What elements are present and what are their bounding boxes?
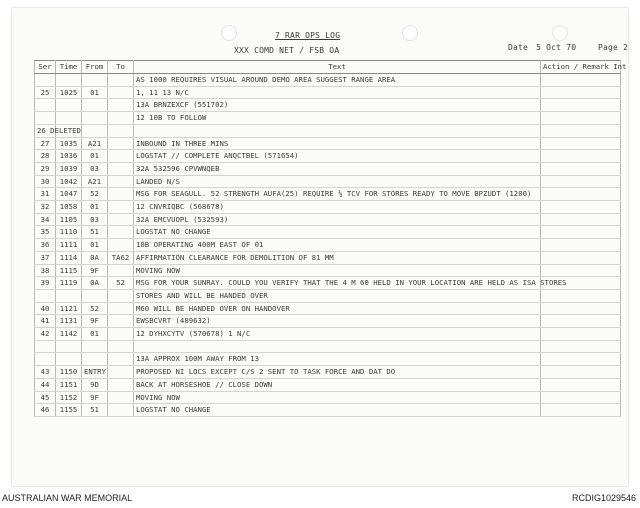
cell-text: 10B OPERATING 400M EAST OF 01: [134, 239, 541, 252]
page-field: [598, 43, 628, 52]
cell-text: MOVING NOW: [134, 264, 541, 277]
column-header-ser: Ser: [35, 61, 56, 74]
cell-to: [108, 86, 134, 99]
cell-action: [541, 226, 621, 239]
cell-action: [541, 137, 621, 150]
table-row: [35, 302, 621, 315]
cell-ser: [35, 112, 56, 125]
page-value: 2: [623, 43, 629, 52]
cell-to: [108, 175, 134, 188]
cell-to: [108, 404, 134, 417]
table-row: [35, 213, 621, 226]
cell-ser: 27: [35, 137, 56, 150]
cell-from: 01: [82, 150, 108, 163]
cell-time: 1111: [56, 239, 82, 252]
cell-to: [108, 264, 134, 277]
cell-ser: [35, 353, 56, 366]
cell-from: 52: [82, 302, 108, 315]
cell-text: EWSBCVRT (489632): [134, 315, 541, 328]
table-row: [35, 112, 621, 125]
cell-text: [134, 124, 541, 137]
cell-ser: 34: [35, 213, 56, 226]
cell-time: 1151: [56, 378, 82, 391]
table-row: [35, 391, 621, 404]
cell-text: LOGSTAT NO CHANGE: [134, 404, 541, 417]
cell-action: [541, 112, 621, 125]
cell-to: [108, 366, 134, 379]
table-row: [35, 201, 621, 214]
cell-time: [56, 112, 82, 125]
cell-text: INBOUND IN THREE MINS: [134, 137, 541, 150]
cell-ser: 37: [35, 251, 56, 264]
table-row: [35, 366, 621, 379]
cell-action: [541, 353, 621, 366]
cell-from: 51: [82, 404, 108, 417]
cell-from: [82, 99, 108, 112]
cell-time: [56, 289, 82, 302]
cell-action: [541, 99, 621, 112]
footer-source: AUSTRALIAN WAR MEMORIAL: [2, 493, 133, 503]
cell-text: LANDED N/S: [134, 175, 541, 188]
cell-ser: [35, 99, 56, 112]
cell-ser: [35, 340, 56, 353]
cell-action: [541, 188, 621, 201]
cell-to: TA62: [108, 251, 134, 264]
cell-time: 1039: [56, 162, 82, 175]
cell-text: 32A 532596 CPVWNQEB: [134, 162, 541, 175]
cell-ser: 26 DELETED: [35, 124, 56, 137]
cell-from: [82, 289, 108, 302]
table-row: [35, 251, 621, 264]
footer-record-id: RCDIG1029546: [571, 493, 636, 503]
cell-to: [108, 302, 134, 315]
cell-from: 03: [82, 162, 108, 175]
cell-text: 13A BRNZEXCF (551702): [134, 99, 541, 112]
cell-ser: 38: [35, 264, 56, 277]
cell-ser: 45: [35, 391, 56, 404]
cell-time: 1042: [56, 175, 82, 188]
cell-from: 0A: [82, 251, 108, 264]
cell-from: 52: [82, 188, 108, 201]
cell-from: ENTRY: [82, 366, 108, 379]
cell-ser: 28: [35, 150, 56, 163]
cell-action: [541, 124, 621, 137]
cell-time: 1058: [56, 201, 82, 214]
cell-action: [541, 340, 621, 353]
cell-ser: 29: [35, 162, 56, 175]
cell-from: 0A: [82, 277, 108, 290]
date-field: [508, 43, 576, 52]
column-header-action: Action / Remark Int: [541, 61, 621, 74]
table-row: [35, 137, 621, 150]
column-header-text: Text: [134, 61, 541, 74]
cell-ser: 44: [35, 378, 56, 391]
cell-to: [108, 99, 134, 112]
cell-to: [108, 239, 134, 252]
cell-time: 1121: [56, 302, 82, 315]
cell-action: [541, 264, 621, 277]
cell-to: [108, 378, 134, 391]
cell-action: [541, 391, 621, 404]
table-row: [35, 277, 621, 290]
cell-from: 01: [82, 328, 108, 341]
cell-time: 1152: [56, 391, 82, 404]
cell-time: 1114: [56, 251, 82, 264]
cell-from: 03: [82, 213, 108, 226]
cell-from: 9D: [82, 378, 108, 391]
table-row: [35, 353, 621, 366]
cell-to: [108, 201, 134, 214]
cell-ser: 25: [35, 86, 56, 99]
cell-text: AS 1000 REQUIRES VISUAL AROUND DEMO AREA SUGGEST RANGE AREA: [134, 74, 541, 87]
cell-ser: 35: [35, 226, 56, 239]
cell-to: [108, 226, 134, 239]
cell-from: [82, 124, 108, 137]
column-header-to: To: [108, 61, 134, 74]
cell-time: 1025: [56, 86, 82, 99]
cell-time: 1110: [56, 226, 82, 239]
cell-to: [108, 328, 134, 341]
cell-text: M60 WILL BE HANDED OVER ON HANDOVER: [134, 302, 541, 315]
cell-time: 1155: [56, 404, 82, 417]
cell-action: [541, 162, 621, 175]
cell-text: 12 CNVRIQBC (568678): [134, 201, 541, 214]
cell-text: MOVING NOW: [134, 391, 541, 404]
cell-ser: [35, 289, 56, 302]
column-header-from: From: [82, 61, 108, 74]
cell-action: [541, 239, 621, 252]
column-header-time: Time: [56, 61, 82, 74]
cell-action: [541, 251, 621, 264]
cell-from: 01: [82, 201, 108, 214]
cell-text: [134, 340, 541, 353]
cell-from: 9F: [82, 264, 108, 277]
table-row: [35, 340, 621, 353]
cell-time: [56, 353, 82, 366]
cell-action: [541, 201, 621, 214]
cell-time: 1142: [56, 328, 82, 341]
cell-from: 9F: [82, 315, 108, 328]
cell-action: [541, 302, 621, 315]
cell-text: BACK AT HORSESHOE // CLOSE DOWN: [134, 378, 541, 391]
cell-text: 1, 11 13 N/C: [134, 86, 541, 99]
cell-from: A21: [82, 137, 108, 150]
cell-time: 1119: [56, 277, 82, 290]
cell-time: [56, 340, 82, 353]
cell-time: 1105: [56, 213, 82, 226]
cell-action: [541, 289, 621, 302]
cell-from: A21: [82, 175, 108, 188]
cell-to: [108, 124, 134, 137]
cell-action: [541, 74, 621, 87]
cell-time: 1150: [56, 366, 82, 379]
table-row: [35, 239, 621, 252]
table-row: [35, 264, 621, 277]
punch-hole-icon: [402, 25, 418, 41]
table-row: [35, 99, 621, 112]
cell-action: [541, 86, 621, 99]
cell-ser: 42: [35, 328, 56, 341]
cell-time: 1131: [56, 315, 82, 328]
cell-action: [541, 366, 621, 379]
cell-time: 1115: [56, 264, 82, 277]
table-row: [35, 124, 621, 137]
log-title: 7 RAR OPS LOG: [275, 31, 341, 40]
punch-hole-icon: [221, 25, 237, 41]
cell-text: 13A APPROX 100M AWAY FROM 13: [134, 353, 541, 366]
cell-ser: 43: [35, 366, 56, 379]
cell-text: 32A EMCVUOPL (532593): [134, 213, 541, 226]
log-subtitle: XXX COMD NET / FSB OA: [234, 46, 340, 55]
table-row: [35, 175, 621, 188]
cell-time: 1035: [56, 137, 82, 150]
cell-ser: 30: [35, 175, 56, 188]
cell-to: [108, 213, 134, 226]
cell-action: [541, 404, 621, 417]
table-row: [35, 328, 621, 341]
cell-text: LOGSTAT // COMPLETE ANQCTBEL (571654): [134, 150, 541, 163]
cell-to: [108, 112, 134, 125]
cell-text: STORES AND WILL BE HANDED OVER: [134, 289, 541, 302]
cell-from: 51: [82, 226, 108, 239]
ops-log-table: [34, 60, 627, 417]
log-entries: [35, 74, 621, 417]
table-header-row: [35, 61, 621, 74]
date-value: 5 Oct 70: [536, 43, 577, 52]
table-row: [35, 74, 621, 87]
table-row: [35, 289, 621, 302]
cell-action: [541, 150, 621, 163]
cell-action: [541, 378, 621, 391]
cell-ser: 36: [35, 239, 56, 252]
cell-to: [108, 137, 134, 150]
cell-text: PROPOSED NI LOCS EXCEPT C/S 2 SENT TO TASK FORCE AND DAT DO: [134, 366, 541, 379]
cell-ser: 41: [35, 315, 56, 328]
cell-text: MSG FOR SEAGULL. 52 STRENGTH AUFA(25) REQUIRE ½ TCV FOR STORES READY TO MOVE BPZUDT (1200): [134, 188, 541, 201]
table-row: [35, 378, 621, 391]
table-row: [35, 188, 621, 201]
cell-ser: [35, 74, 56, 87]
date-label: Date: [508, 43, 529, 52]
table-row: [35, 404, 621, 417]
cell-to: [108, 315, 134, 328]
cell-to: [108, 340, 134, 353]
cell-to: [108, 289, 134, 302]
cell-from: 9F: [82, 391, 108, 404]
table-row: [35, 315, 621, 328]
cell-ser: 46: [35, 404, 56, 417]
cell-from: [82, 74, 108, 87]
cell-to: [108, 188, 134, 201]
cell-time: 1036: [56, 150, 82, 163]
cell-from: [82, 340, 108, 353]
cell-to: [108, 74, 134, 87]
page-label: Page: [598, 43, 619, 52]
cell-action: [541, 175, 621, 188]
cell-to: 52: [108, 277, 134, 290]
cell-to: [108, 353, 134, 366]
table-row: [35, 150, 621, 163]
cell-text: LOGSTAT NO CHANGE: [134, 226, 541, 239]
cell-action: [541, 328, 621, 341]
cell-action: [541, 213, 621, 226]
cell-text: 12 10B TO FOLLOW: [134, 112, 541, 125]
cell-to: [108, 150, 134, 163]
cell-ser: 31: [35, 188, 56, 201]
cell-from: [82, 112, 108, 125]
cell-time: [56, 74, 82, 87]
cell-text: MSG FOR YOUR SUNRAY. COULD YOU VERIFY THAT THE 4 M 60 HELD IN YOUR LOCATION ARE HELD AS ISA STORES: [134, 277, 541, 290]
cell-from: 01: [82, 239, 108, 252]
cell-text: 12 DYHXCYTV (570678) 1 N/C: [134, 328, 541, 341]
cell-to: [108, 391, 134, 404]
cell-ser: 39: [35, 277, 56, 290]
cell-text: AFFIRMATION CLEARANCE FOR DEMOLITION OF 81 MM: [134, 251, 541, 264]
table-row: [35, 226, 621, 239]
cell-time: [56, 99, 82, 112]
cell-from: [82, 353, 108, 366]
cell-from: 01: [82, 86, 108, 99]
cell-to: [108, 162, 134, 175]
punch-hole-icon: [552, 25, 568, 41]
table-row: [35, 162, 621, 175]
table-row: [35, 86, 621, 99]
cell-action: [541, 315, 621, 328]
cell-time: 1047: [56, 188, 82, 201]
cell-ser: 32: [35, 201, 56, 214]
cell-ser: 40: [35, 302, 56, 315]
